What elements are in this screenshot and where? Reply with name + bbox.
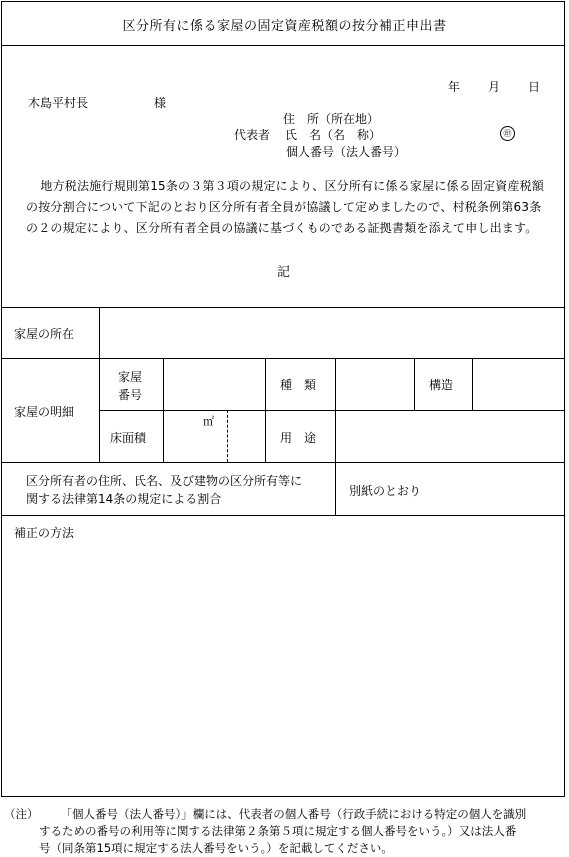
type-label: 種 類 bbox=[280, 378, 317, 392]
note-prefix: （注） bbox=[4, 807, 39, 821]
table-line bbox=[2, 358, 565, 359]
house-number-label-1: 家屋 bbox=[118, 370, 143, 384]
form-title: 区分所有に係る家屋の固定資産税額の按分補正申出書 bbox=[122, 19, 447, 34]
usage-label: 用 途 bbox=[280, 431, 317, 445]
location-label: 家屋の所在 bbox=[14, 327, 75, 341]
seal-mark: ㊞ bbox=[500, 126, 515, 141]
table-line bbox=[414, 358, 415, 410]
table-line bbox=[265, 358, 266, 462]
title-divider bbox=[2, 45, 565, 46]
house-number-label-2: 番号 bbox=[118, 388, 143, 402]
structure-label: 構造 bbox=[429, 378, 454, 392]
table-line bbox=[99, 410, 565, 411]
table-line bbox=[163, 358, 164, 462]
floor-area-divider bbox=[227, 410, 228, 462]
footnote bbox=[4, 806, 566, 857]
correction-label: 補正の方法 bbox=[14, 526, 75, 540]
address-label: 住 所（所在地） bbox=[283, 112, 380, 126]
number-label: 個人番号（法人番号） bbox=[286, 145, 407, 159]
table-line bbox=[2, 515, 565, 516]
ratio-label-1: 区分所有者の住所、氏名、及び建物の区分所有等に bbox=[26, 474, 303, 488]
date-year: 年 bbox=[448, 80, 461, 94]
table-line bbox=[472, 358, 473, 410]
addressee-suffix: 様 bbox=[154, 96, 167, 110]
table-line bbox=[99, 307, 100, 462]
ratio-value: 別紙のとおり bbox=[349, 484, 422, 498]
table-line bbox=[2, 307, 565, 308]
details-label: 家屋の明細 bbox=[14, 405, 75, 419]
table-line bbox=[335, 358, 336, 515]
note-line-2: するための番号の利用等に関する法律第２条第５項に規定する個人番号をいう。）又は法人番 bbox=[39, 824, 517, 838]
date-month: 月 bbox=[488, 80, 501, 94]
note-line-3: 号（同条第15項に規定する法人番号をいう。）を記載してください。 bbox=[39, 841, 393, 855]
addressee-name: 木島平村長 bbox=[28, 96, 89, 110]
date-day: 日 bbox=[528, 80, 541, 94]
representative-label: 代表者 bbox=[234, 128, 271, 142]
ratio-label-2: 関する法律第14条の規定による割合 bbox=[26, 492, 222, 506]
name-label: 氏 名（名 称） bbox=[285, 128, 382, 142]
note-line-1: 「個人番号（法人番号）」欄には、代表者の個人番号（行政手続における特定の個人を識別 bbox=[60, 807, 527, 821]
floor-area-label: 床面積 bbox=[110, 431, 147, 445]
ki-heading: 記 bbox=[277, 265, 291, 280]
body-text: 地方税法施行規則第15条の３第３項の規定により、区分所有に係る家屋に係る固定資産税額の按分割合について下記のとおり区分所有者全員が協議して定めましたので、村税条例第63条の２の規定により、区分所有者全員の協議に基づくものである証拠書類を添えて申し出ます。 bbox=[26, 179, 545, 235]
floor-area-unit: ㎡ bbox=[203, 415, 214, 428]
table-line bbox=[2, 462, 565, 463]
